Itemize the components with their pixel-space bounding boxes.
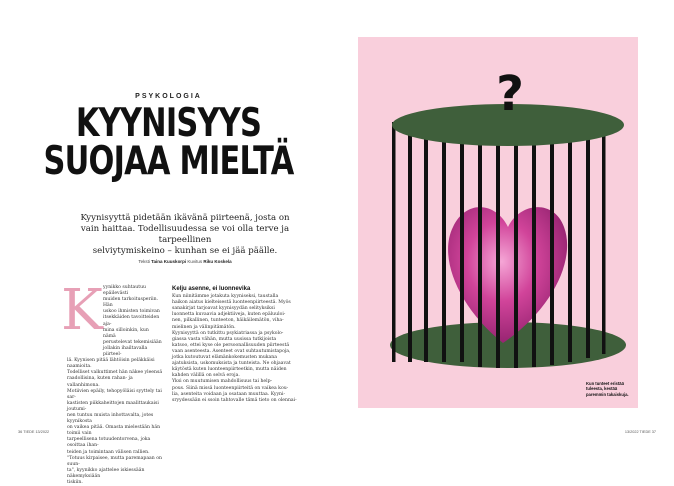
folio-left: 36 TIEDE 13/2022 (18, 430, 50, 434)
body-line: ajatuksista, uskomuksista ja tunteista. Ne ohjaavat (172, 361, 291, 367)
lead-line-2: vain haittaa. Todellisuudessa se voi olla terve ja tarpeellinen (80, 224, 290, 245)
caption-line-3: paremmin takaiskuja. (586, 391, 629, 397)
body-line: perustelevat tekemisiään (103, 339, 162, 345)
caption-line-1: Kun tunteet eristää (586, 381, 624, 386)
left-page (0, 0, 337, 485)
body-line: sanakirjat tarjoavat kyynisyydän selityksiksi (172, 306, 275, 312)
byline-text-label: Teksti (138, 259, 150, 264)
body-line: jotka kutoutuvat elämänkokemusten mukana (172, 355, 277, 361)
body-line: Motiivien epäily, tehopyöläisi syyttely tai sar- (67, 388, 162, 400)
body-line: tarpeellisena totuudentorvena, joka osoittaa ihan- (67, 437, 151, 449)
body-line: Todelliset valkuttimet hän näkee yleensä (67, 370, 163, 376)
image-caption (586, 381, 636, 397)
body-line: ta", kyynikko ajattelee iskiessään näkemyksiään (67, 467, 145, 479)
body-line: haikon aiatus kielteisestä luonteenpiirteestä. Myös (172, 300, 291, 306)
body-line: kahden välillä on selvä eroja. (172, 373, 240, 379)
body-line: vaan asenteesta. Asenteet ovat suhtautumistapoja, (172, 348, 291, 354)
body-line: muiden tarkoitusperiin. Hän (103, 297, 159, 309)
body-column-1 (67, 285, 163, 486)
body-line: katsoo, ettei kyse ole persoonallisuuden piirteestä (172, 342, 290, 348)
heart-shape (448, 207, 567, 343)
byline (60, 259, 310, 264)
question-mark-icon: ? (496, 66, 524, 122)
lead-line-3: selviytymiskeino – kunhan se ei jää päälle. (92, 246, 278, 256)
body-line: käytöstä kuten luonteenpiirteetkin, mutta näiden (172, 367, 287, 373)
section-kicker: PSYKOLOGIA (135, 93, 202, 100)
cage-illustration (358, 37, 638, 408)
body-line: Yksi on muutumisen mahdollisuus tai help- (172, 379, 273, 385)
body-line: nen tuntuu muista inhottavalta, jotes kyynikosta (67, 412, 154, 425)
body-line: pous. Siinä missä luonteenpiirteitä on vaikea kou- (172, 385, 289, 391)
body-line: lä. Kyynisen pitää lähtöisin peläkkäisi naamioita. (67, 358, 155, 370)
body-line: raadollisina, kuten rahan- ja vallanhimona. (67, 376, 133, 388)
body-line: Kyynisyyttä on tutkittu psykiatriassa ja psykolo- (172, 330, 284, 336)
body-line: jollakin ihailtavalla piirteel- (103, 345, 148, 358)
body-line: sryydessään ei ssoin tahtovalle tämä tieto on olennai- (172, 397, 297, 403)
body-line: luonnetta kuvaavia adjektiiveja, kuten epäluuloi- (172, 312, 286, 318)
body-line: lia, asenteita voidaan ja osataan muuttaa. Kyyni- (172, 391, 286, 397)
body-line: mielinen ja välinpitämätön. (172, 324, 236, 330)
body-line: Kun niinitämme jotakuta kyyniseksi, taustalla (172, 294, 279, 300)
body-line: teiden ja toimintaan välisen rallien. (67, 449, 150, 455)
lead-line-1: Kyynisyyttä pidetään ikävänä piirteenä, josta on (80, 213, 290, 223)
lead-paragraph (70, 213, 300, 257)
body-line: mina silloinkin, kun nämä (103, 327, 149, 339)
caption-line-2: tuleesta, kestää (586, 386, 618, 392)
body-line: yynikko suhtautuu epäilevästi (103, 285, 146, 297)
body-line: giassa vasta vähän, mutta uusissa tutkijoista (172, 336, 277, 342)
body-line: uskoo ihmisten toimivan (103, 309, 160, 315)
headline-line-1: KYYNISYYS (75, 101, 262, 146)
body-line: tiskiin. (67, 480, 83, 485)
body-column-2 (172, 286, 315, 404)
body-line: kastisten piikkaheittojen maalittaukaisi joutumi- (67, 400, 159, 412)
headline (37, 101, 300, 184)
body-line: itsekkäiden tavoitteiden aja- (103, 315, 160, 327)
byline-illustrator: Riku Koskela (203, 259, 232, 264)
body-line: on vaikea pitää. Omasta mielestään hän toimii vain (67, 425, 161, 437)
body-line: nen, pilkallinen, tunteeton, häikäilemätön, viha- (172, 318, 284, 324)
headline-line-2: SUOJAA MIELTÄ (43, 139, 294, 184)
byline-author: Taina Kuuskorpi (151, 259, 187, 264)
body-line: "Totuus kirpaisee, mutta paremapaan on suun- (67, 455, 162, 467)
drop-cap: K (61, 278, 103, 343)
byline-illustration-label: Kuvitus (187, 259, 203, 264)
column-subhead: Kelju asenne, ei luonnevika (172, 286, 251, 292)
folio-right: 13/2022 TIEDE 37 (624, 430, 656, 434)
